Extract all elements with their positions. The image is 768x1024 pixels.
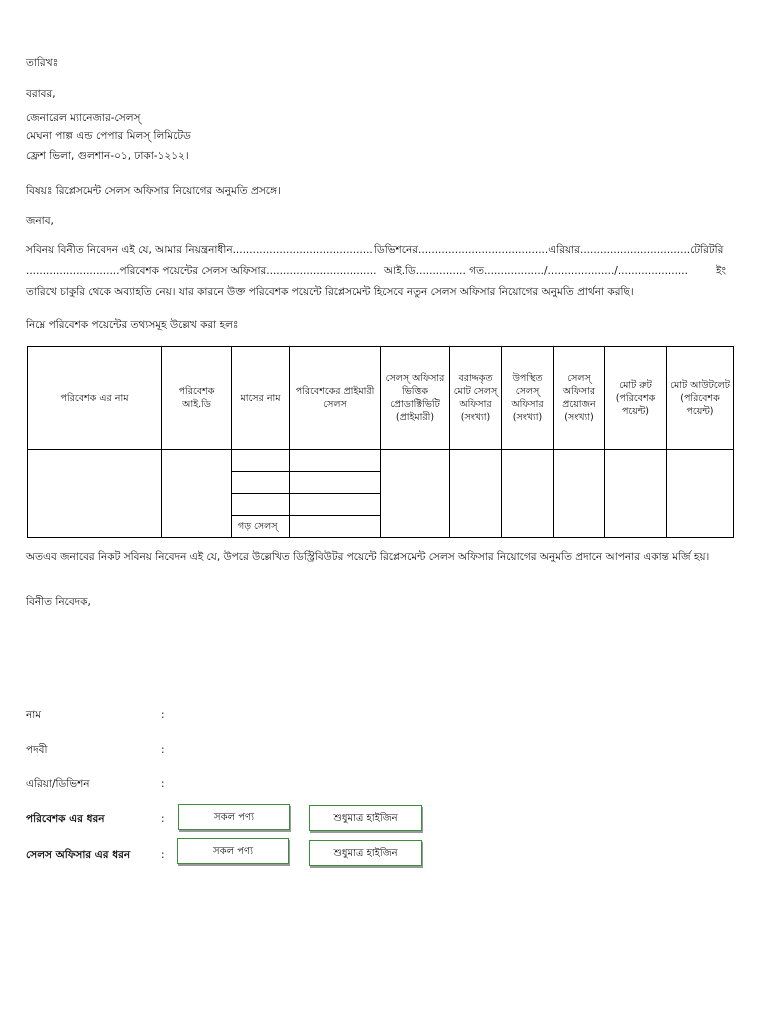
header-month-name: মাসের নাম	[232, 347, 290, 450]
so-type-all-products-button[interactable]: সকল পণ্য	[177, 838, 289, 864]
header-allocated-so: বরাদ্দকৃত মোট সেলস্‌ অফিসার (সংখ্যা)	[450, 347, 502, 450]
cell-present-so[interactable]	[502, 450, 554, 538]
distributor-info-table	[27, 346, 734, 538]
distributor-type-label: পরিবেশক এর ধরন	[26, 813, 105, 825]
body-line-3-text: তারিখে চাকুরি থেকে অব্যাহতি নেয়। যার কারনে উক্ত পরিবেশক পয়েন্টে রিপ্লেসমেন্ট হিসেবে নতুন সেলস অফিসার নিয়োগের অনুমতি প্রার্থনা করছি।	[26, 286, 634, 298]
body-paragraph	[26, 240, 732, 303]
cell-so-productivity[interactable]	[381, 450, 450, 538]
designation-colon: :	[161, 744, 165, 756]
so-type-label: সেলস অফিসার এর ধরন	[26, 849, 131, 861]
cell-total-outlets[interactable]	[667, 450, 734, 538]
cell-so-required[interactable]	[554, 450, 605, 538]
closing-request: অতএব জনাবের নিকট সবিনয় নিবেদন এই যে, উপরে উল্লেখিত ডিস্ট্রিবিউটর পয়েন্টে রিপ্লেসমেন্ট সেলস অফিসার নিয়োগের অনুমতি প্রদানে আপনার একান্ত মর্জি হয়।	[26, 551, 710, 563]
cell-month-1[interactable]	[232, 450, 290, 472]
area-division-colon: :	[161, 778, 165, 790]
body-line-2-b: আই.ডি............... গত................../..................../.....................	[384, 265, 688, 277]
recipient-address: ফ্রেশ ভিলা, গুলশান-০১, ঢাকা-১২১২।	[26, 150, 189, 162]
so-type-hygiene-only-button[interactable]: শুধুমাত্র হাইজিন	[309, 840, 422, 866]
table-header-row	[28, 347, 734, 450]
body-line-2-c: ইং	[716, 265, 726, 277]
avg-sales-label: গড় সেলস্‌	[232, 516, 290, 538]
table-intro: নিম্নে পরিবেশক পয়েন্টের তথ্যসমূহ উল্লেখ করা হলঃ	[26, 319, 239, 331]
cell-month-2[interactable]	[232, 472, 290, 494]
header-so-productivity: সেলস্‌ অফিসার ভিত্তিক প্রোডাক্টিভিটি (প্রাইমারী)	[381, 347, 450, 450]
cell-distributor-name[interactable]	[28, 450, 162, 538]
table-row	[28, 450, 734, 472]
subject-line: বিষয়ঃ রিপ্লেসমেন্ট সেলস অফিসার নিয়োগের অনুমতি প্রসঙ্গে।	[26, 185, 281, 197]
body-line-3	[26, 282, 732, 303]
body-line-1-a: সবিনয় বিনীত নিবেদন এই যে, আমার নিয়ন্ত্রনাধীন..........................................	[26, 244, 373, 256]
name-label: নাম	[26, 709, 42, 721]
distributor-type-colon: :	[161, 813, 165, 825]
header-so-required: সেলস্‌ অফিসার প্রয়োজন (সংখ্যা)	[554, 347, 605, 450]
distributor-type-all-products-button[interactable]: সকল পণ্য	[178, 804, 290, 830]
header-distributor-id: পরিবেশক আই.ডি	[162, 347, 232, 450]
body-line-1	[26, 240, 732, 261]
header-total-routes: মোট রুট (পরিবেশক পয়েন্ট)	[605, 347, 667, 450]
header-primary-sales: পরিবেশকের প্রাইমারী সেলস	[290, 347, 381, 450]
header-total-outlets: মোট আউটলেট (পরিবেশক পয়েন্ট)	[667, 347, 734, 450]
cell-sales-3[interactable]	[290, 494, 381, 516]
cell-sales-2[interactable]	[290, 472, 381, 494]
recipient-designation: জেনারেল ম্যানেজার-সেলস্‌	[26, 112, 141, 124]
name-colon: :	[161, 709, 165, 721]
so-type-colon: :	[161, 849, 165, 861]
distributor-type-hygiene-only-button[interactable]: শুধুমাত্র হাইজিন	[309, 805, 422, 831]
cell-total-routes[interactable]	[605, 450, 667, 538]
cell-distributor-id[interactable]	[162, 450, 232, 538]
body-line-1-b: ডিভিশনের.......................................এরিয়ার.................................টেরিটরি	[374, 244, 724, 256]
designation-label: পদবী	[26, 744, 48, 756]
cell-month-3[interactable]	[232, 494, 290, 516]
cell-avg-sales[interactable]	[290, 516, 381, 538]
body-line-2	[26, 261, 732, 282]
body-line-2-a: ............................পরিবেশক পয়েন্টের সেলস অফিসার.................................	[26, 265, 377, 277]
sign-off: বিনীত নিবেদক,	[26, 596, 91, 608]
to-label: বরাবর,	[26, 88, 56, 100]
recipient-company: মেঘনা পাল্প এন্ড পেপার মিলস্‌ লিমিটেড	[26, 130, 191, 142]
header-distributor-name: পরিবেশক এর নাম	[28, 347, 162, 450]
date-label: তারিখঃ	[26, 57, 59, 69]
salutation: জনাব,	[26, 215, 54, 227]
cell-sales-1[interactable]	[290, 450, 381, 472]
cell-allocated-so[interactable]	[450, 450, 502, 538]
header-present-so: উপস্থিত সেলস্‌ অফিসার (সংখ্যা)	[502, 347, 554, 450]
area-division-label: এরিয়া/ডিভিশন	[26, 778, 90, 790]
